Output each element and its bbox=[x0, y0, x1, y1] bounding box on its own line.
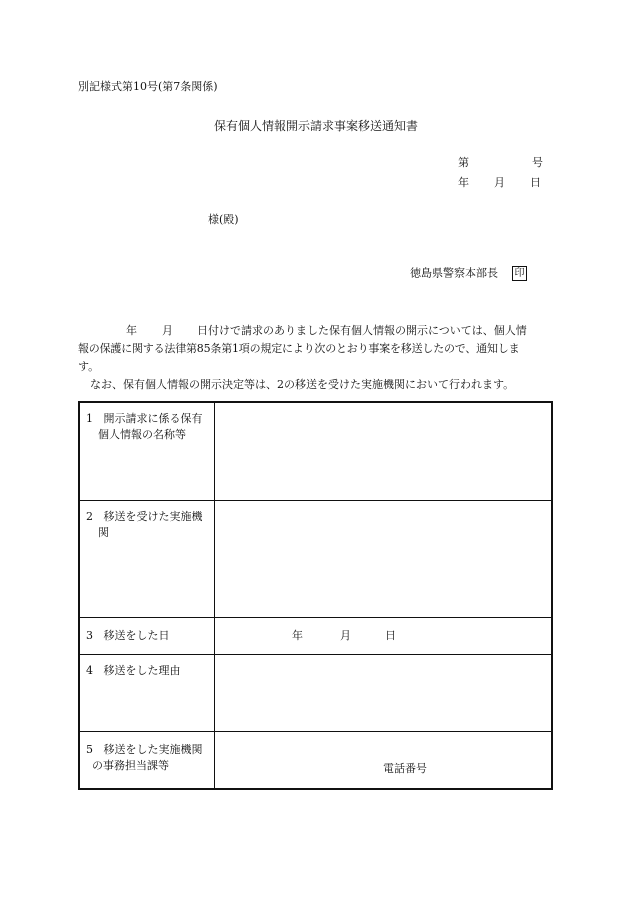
table-row bbox=[79, 731, 552, 789]
body-year: 年 bbox=[126, 324, 137, 337]
row-number: 4 bbox=[86, 663, 93, 677]
row-5-value[interactable] bbox=[215, 731, 553, 789]
table-row bbox=[79, 617, 552, 654]
move-date-month: 月 bbox=[340, 628, 351, 642]
ref-go: 号 bbox=[532, 156, 543, 169]
date-top-day: 日 bbox=[530, 176, 541, 189]
sender bbox=[410, 266, 527, 281]
row-label-cont: の事務担当課等 bbox=[92, 758, 169, 772]
row-3-label bbox=[79, 617, 215, 654]
row-label: 移送をした日 bbox=[103, 628, 170, 642]
row-2-label bbox=[79, 500, 215, 617]
row-label-cont: 関 bbox=[98, 525, 109, 539]
row-label: 移送をした理由 bbox=[103, 663, 181, 677]
row-4-value[interactable] bbox=[215, 654, 553, 731]
form-header: 別記様式第10号(第7条関係) bbox=[78, 80, 218, 93]
phone-label: 電話番号 bbox=[383, 761, 427, 775]
row-number: 1 bbox=[86, 412, 93, 425]
row-5-label bbox=[79, 731, 215, 789]
seal-icon: 印 bbox=[512, 266, 527, 281]
table-row bbox=[79, 402, 552, 500]
row-label: 開示請求に係る保有 bbox=[103, 412, 203, 425]
row-label-cont: 個人情報の名称等 bbox=[98, 428, 186, 441]
body-line-3: す。 bbox=[78, 360, 100, 373]
move-date-year: 年 bbox=[292, 628, 303, 642]
sender-name: 徳島県警察本部長 bbox=[410, 266, 498, 280]
ref-dai: 第 bbox=[458, 156, 469, 169]
info-table bbox=[78, 401, 553, 790]
row-number: 2 bbox=[86, 509, 93, 523]
date-top-year: 年 bbox=[458, 176, 469, 189]
body-line-1-text: 日付けで請求のありました保有個人情報の開示については、個人情 bbox=[197, 324, 527, 337]
date-top-month: 月 bbox=[494, 176, 505, 189]
body-line-1 bbox=[78, 322, 554, 340]
row-1-value[interactable] bbox=[215, 402, 553, 500]
document-title: 保有個人情報開示請求事案移送通知書 bbox=[214, 119, 419, 133]
table-row bbox=[79, 654, 552, 731]
addressee: 様(殿) bbox=[208, 213, 239, 226]
body-paragraph bbox=[78, 322, 554, 394]
table-row bbox=[79, 500, 552, 617]
row-3-value[interactable] bbox=[215, 617, 553, 654]
row-label: 移送を受けた実施機 bbox=[103, 509, 203, 523]
body-line-2: 報の保護に関する法律第85条第1項の規定により次のとおり事案を移送したので、通知しま bbox=[78, 342, 520, 355]
row-number: 5 bbox=[86, 742, 93, 756]
row-2-value[interactable] bbox=[215, 500, 553, 617]
body-line-4-text: なお、保有個人情報の開示決定等は、2の移送を受けた実施機関において行われます。 bbox=[90, 378, 515, 391]
row-4-label bbox=[79, 654, 215, 731]
row-number: 3 bbox=[86, 628, 93, 642]
row-1-label bbox=[79, 402, 215, 500]
body-month: 月 bbox=[162, 324, 173, 337]
body-line-4 bbox=[78, 376, 554, 394]
move-date-day: 日 bbox=[385, 628, 396, 642]
row-label: 移送をした実施機関 bbox=[103, 742, 203, 756]
